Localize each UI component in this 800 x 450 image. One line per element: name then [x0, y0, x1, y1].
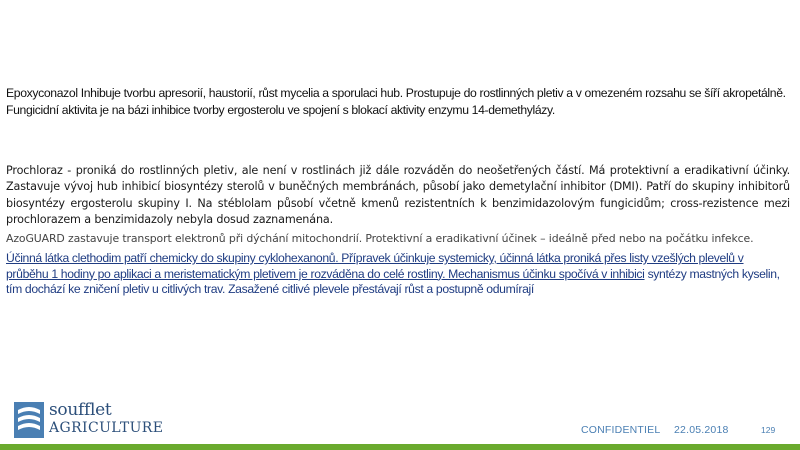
clethodim-paragraph: [6, 251, 786, 298]
azoguard-paragraph: AzoGUARD zastavuje transport elektronů při dýchání mitochondrií. Protektivní a eradikativní účinek – ideálně před nebo na počátku infekce.: [6, 232, 754, 245]
prochloraz-paragraph: Prochloraz - proniká do rostlinných pletiv, ale není v rostlinách již dále rozváděn do neošetřených částí. Má protektivní a eradikativní účinky. Zastavuje vývoj hub inhibicí biosyntézy sterolů v buněčných membránách, působí jako demetylační inhibitor (DMI). Patří do skupiny inhibitorů biosyntézy ergosterolu skupiny I. Na stéblolam působí včetně kmenů rezistentních k benzimidazolovým fungicidům; cross-rezistence mezi prochlorazem a benzimidazoly nebyla dosud zaznamenána.: [6, 164, 790, 226]
clethodim-text: syntézy mastných kyselin, tím dochází ke zničení pletiv u citlivých trav. Zasažené citlivé plevele přestávají růst a postupně odumírají: [6, 266, 780, 296]
epoxiconazole-paragraph: Epoxyconazol Inhibuje tvorbu apresorií, haustorií, růst mycelia a sporulaci hub. Prostupuje do rostlinných pletiv a v omezeném rozsahu se šíří akropetálně. Fungicidní aktivita je na bázi inhibice tvorby ergosterolu ve spojení s blokací aktivity enzymu 14-demethylázy.: [6, 86, 786, 117]
logo-subtitle: AGRICULTURE: [49, 420, 164, 436]
logo-wordmark: soufflet: [49, 400, 112, 420]
bottom-accent-bar: [0, 444, 800, 450]
logo-mark-icon: [14, 402, 44, 438]
soufflet-agriculture-logo: [14, 400, 164, 440]
confidential-label: CONFIDENTIEL: [581, 424, 661, 436]
page-number: 129: [761, 425, 776, 435]
clethodim-underlined-text: Účinná látka clethodim patří chemicky do skupiny cyklohexanonů. Přípravek účinkuje systemicky, účinná látka proniká přes listy vzešlých plevelů v průběhu 1 hodiny po aplikaci a meristematickým pletivem je rozváděna do celé rostliny. Mechanismus účinku spočívá v inhibici: [6, 251, 744, 281]
footer-date: 22.05.2018: [674, 424, 729, 436]
